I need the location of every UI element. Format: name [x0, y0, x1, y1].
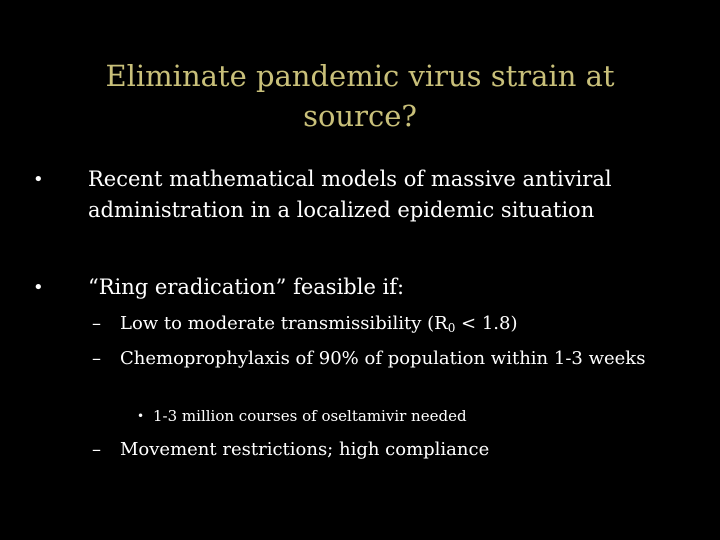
bullet-marker: • [33, 277, 44, 298]
sub-sub-bullet-text: 1-3 million courses of oseltamivir needed [153, 407, 467, 425]
sub-bullet-item [92, 310, 680, 337]
sub-bullet-text-start: Low to moderate transmissibility (R [120, 313, 448, 334]
sub-bullet-text-end: < 1.8) [455, 313, 518, 334]
dash-marker: – [92, 348, 101, 369]
bullet-item [33, 272, 688, 303]
sub-bullet-item [92, 345, 680, 372]
sub-bullet-text: Movement restrictions; high compliance [120, 439, 490, 460]
sub-bullet-text: Chemoprophylaxis of 90% of population within 1-3 weeks [120, 348, 646, 369]
slide-title: Eliminate pandemic virus strain at source? [105, 59, 615, 133]
bullet-text: Recent mathematical models of massive antiviral administration in a localized epidemic situation [88, 167, 612, 222]
bullet-marker: • [33, 169, 44, 190]
bullet-marker: • [137, 409, 145, 423]
bullet-text: “Ring eradication” feasible if: [88, 275, 405, 299]
bullet-item [33, 164, 688, 226]
dash-marker: – [92, 439, 101, 460]
sub-sub-bullet-item [137, 405, 653, 427]
dash-marker: – [92, 313, 101, 334]
sub-bullet-item [92, 436, 680, 463]
subscript-zero: 0 [447, 321, 456, 335]
